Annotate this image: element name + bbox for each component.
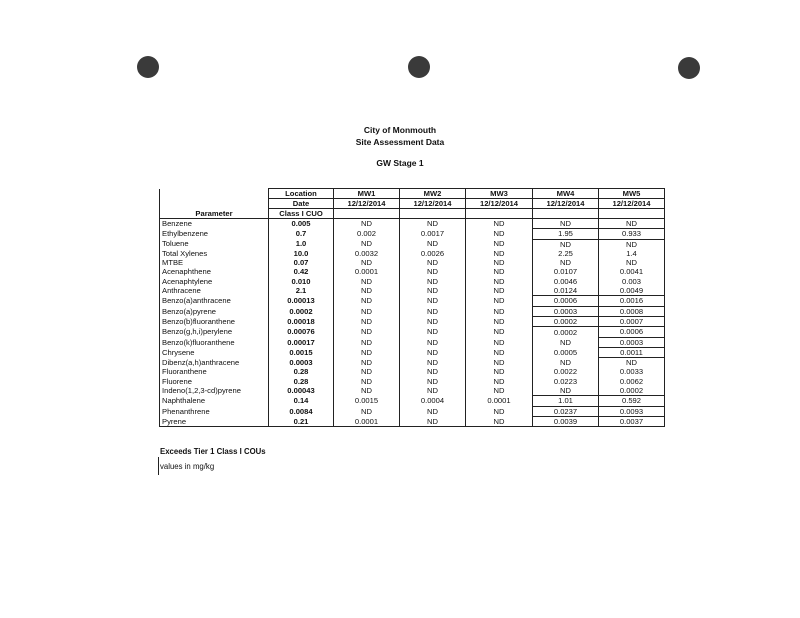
cuo-cell: 0.005 xyxy=(269,219,334,229)
well-header: MW1 xyxy=(334,189,400,199)
value-cell: ND xyxy=(334,286,400,296)
cuo-cell: 0.00018 xyxy=(269,316,334,326)
date-cell: 12/12/2014 xyxy=(334,199,400,209)
value-cell: 0.0039 xyxy=(533,416,599,426)
value-cell: ND xyxy=(533,258,599,267)
value-cell: 0.0049 xyxy=(599,286,665,296)
value-cell: 0.0006 xyxy=(533,296,599,306)
value-cell: ND xyxy=(400,377,466,386)
value-cell: ND xyxy=(466,277,533,286)
table-row xyxy=(160,347,665,357)
table-row xyxy=(160,416,665,426)
cuo-cell: 0.28 xyxy=(269,367,334,376)
value-cell: ND xyxy=(466,347,533,357)
value-cell: 0.0005 xyxy=(533,347,599,357)
location-label: Location xyxy=(269,189,334,199)
value-cell: ND xyxy=(599,239,665,249)
value-cell: 0.933 xyxy=(599,229,665,239)
cuo-cell: 0.21 xyxy=(269,416,334,426)
blank-cell xyxy=(334,209,400,219)
value-cell: ND xyxy=(334,239,400,249)
value-cell: 1.01 xyxy=(533,396,599,406)
value-cell: 0.0017 xyxy=(400,229,466,239)
cuo-cell: 0.0003 xyxy=(269,358,334,368)
value-cell: ND xyxy=(466,327,533,337)
value-cell: ND xyxy=(400,337,466,347)
value-cell: ND xyxy=(400,386,466,396)
blank-cell xyxy=(466,209,533,219)
value-cell: ND xyxy=(400,277,466,286)
table-row xyxy=(160,239,665,249)
value-cell: 0.0001 xyxy=(334,416,400,426)
table-row xyxy=(160,229,665,239)
well-header: MW3 xyxy=(466,189,533,199)
value-cell: 0.0002 xyxy=(533,327,599,337)
parameter-cell: MTBE xyxy=(160,258,269,267)
table-row xyxy=(160,337,665,347)
value-cell: ND xyxy=(334,386,400,396)
date-cell: 12/12/2014 xyxy=(533,199,599,209)
table-row xyxy=(160,267,665,276)
parameter-cell: Benzo(b)fluoranthene xyxy=(160,316,269,326)
value-cell: ND xyxy=(466,258,533,267)
value-cell: 0.0124 xyxy=(533,286,599,296)
value-cell: 0.002 xyxy=(334,229,400,239)
value-cell: 0.0237 xyxy=(533,406,599,416)
cuo-cell: 0.00043 xyxy=(269,386,334,396)
value-cell: 2.25 xyxy=(533,249,599,258)
cuo-cell: 0.7 xyxy=(269,229,334,239)
value-cell: ND xyxy=(400,358,466,368)
parameter-cell: Dibenz(a,h)anthracene xyxy=(160,358,269,368)
value-cell: ND xyxy=(466,358,533,368)
value-cell: ND xyxy=(599,358,665,368)
table-row xyxy=(160,306,665,316)
parameter-cell: Benzo(a)anthracene xyxy=(160,296,269,306)
table-row xyxy=(160,296,665,306)
parameter-cell: Indeno(1,2,3-cd)pyrene xyxy=(160,386,269,396)
cuo-cell: 0.07 xyxy=(269,258,334,267)
value-cell: ND xyxy=(334,316,400,326)
value-cell: ND xyxy=(466,406,533,416)
cuo-cell: 1.0 xyxy=(269,239,334,249)
value-cell: ND xyxy=(334,406,400,416)
value-cell: ND xyxy=(400,406,466,416)
value-cell: 0.0001 xyxy=(334,267,400,276)
value-cell: ND xyxy=(400,416,466,426)
date-cell: 12/12/2014 xyxy=(599,199,665,209)
units-note: values in mg/kg xyxy=(160,462,215,471)
blank-cell xyxy=(599,209,665,219)
value-cell: 0.0037 xyxy=(599,416,665,426)
blank-cell xyxy=(533,209,599,219)
cuo-cell: 0.00076 xyxy=(269,327,334,337)
page-title: City of Monmouth xyxy=(363,125,437,135)
parameter-cell: Benzo(k)fluoranthene xyxy=(160,337,269,347)
parameter-cell: Benzo(a)pyrene xyxy=(160,306,269,316)
table-row xyxy=(160,219,665,229)
value-cell: ND xyxy=(334,337,400,347)
page-subtitle: Site Assessment Data xyxy=(355,137,445,147)
value-cell: 0.0041 xyxy=(599,267,665,276)
cuo-cell: 0.00017 xyxy=(269,337,334,347)
value-cell: ND xyxy=(466,386,533,396)
value-cell: ND xyxy=(334,219,400,229)
cuo-cell: 0.00013 xyxy=(269,296,334,306)
value-cell: ND xyxy=(466,306,533,316)
value-cell: ND xyxy=(334,277,400,286)
value-cell: ND xyxy=(334,296,400,306)
value-cell: ND xyxy=(400,267,466,276)
value-cell: 0.0007 xyxy=(599,316,665,326)
table-body xyxy=(160,219,665,427)
table-row xyxy=(160,377,665,386)
cuo-cell: 2.1 xyxy=(269,286,334,296)
date-cell: 12/12/2014 xyxy=(400,199,466,209)
value-cell: ND xyxy=(466,239,533,249)
value-cell: ND xyxy=(400,316,466,326)
value-cell: ND xyxy=(466,249,533,258)
value-cell: 0.0003 xyxy=(599,337,665,347)
value-cell: ND xyxy=(533,337,599,347)
parameter-cell: Acenaphthene xyxy=(160,267,269,276)
parameter-cell: Benzo(g,h,i)perylene xyxy=(160,327,269,337)
value-cell: ND xyxy=(400,347,466,357)
value-cell: 0.0026 xyxy=(400,249,466,258)
value-cell: ND xyxy=(400,219,466,229)
value-cell: ND xyxy=(466,337,533,347)
value-cell: ND xyxy=(400,306,466,316)
cuo-cell: 0.42 xyxy=(269,267,334,276)
value-cell: 0.0011 xyxy=(599,347,665,357)
date-label: Date xyxy=(269,199,334,209)
value-cell: 0.592 xyxy=(599,396,665,406)
date-cell: 12/12/2014 xyxy=(466,199,533,209)
parameter-cell: Toluene xyxy=(160,239,269,249)
value-cell: 0.0223 xyxy=(533,377,599,386)
value-cell: ND xyxy=(599,219,665,229)
value-cell: ND xyxy=(334,327,400,337)
table-row xyxy=(160,386,665,396)
value-cell: 0.0006 xyxy=(599,327,665,337)
parameter-cell: Fluorene xyxy=(160,377,269,386)
value-cell: 0.0002 xyxy=(599,386,665,396)
parameter-cell: Acenaphtylene xyxy=(160,277,269,286)
value-cell: 0.0002 xyxy=(533,316,599,326)
value-cell: 0.0032 xyxy=(334,249,400,258)
parameter-cell: Anthracene xyxy=(160,286,269,296)
value-cell: 0.0008 xyxy=(599,306,665,316)
table-row xyxy=(160,367,665,376)
table-header xyxy=(160,189,665,219)
value-cell: 0.0004 xyxy=(400,396,466,406)
value-cell: ND xyxy=(533,358,599,368)
value-cell: 0.0016 xyxy=(599,296,665,306)
well-header: MW4 xyxy=(533,189,599,199)
value-cell: ND xyxy=(334,347,400,357)
blank-cell xyxy=(400,209,466,219)
value-cell: 0.0015 xyxy=(334,396,400,406)
value-cell: ND xyxy=(599,258,665,267)
value-cell: ND xyxy=(466,367,533,376)
value-cell: 0.0062 xyxy=(599,377,665,386)
cuo-cell: 0.010 xyxy=(269,277,334,286)
table-row xyxy=(160,327,665,337)
units-marker xyxy=(158,461,159,475)
value-cell: ND xyxy=(400,327,466,337)
cuo-cell: 0.0084 xyxy=(269,406,334,416)
parameter-cell: Chrysene xyxy=(160,347,269,357)
value-cell: ND xyxy=(533,219,599,229)
value-cell: 0.0033 xyxy=(599,367,665,376)
exceeds-note: Exceeds Tier 1 Class I COUs xyxy=(160,447,266,456)
cuo-cell: 10.0 xyxy=(269,249,334,258)
value-cell: ND xyxy=(466,296,533,306)
punch-hole-left xyxy=(137,56,159,78)
cuo-cell: 0.28 xyxy=(269,377,334,386)
table-row xyxy=(160,258,665,267)
value-cell: ND xyxy=(533,239,599,249)
value-cell: ND xyxy=(466,316,533,326)
value-cell: ND xyxy=(400,258,466,267)
value-cell: ND xyxy=(334,358,400,368)
parameter-cell: Fluoranthene xyxy=(160,367,269,376)
value-cell: 0.003 xyxy=(599,277,665,286)
table-row xyxy=(160,249,665,258)
value-cell: ND xyxy=(466,229,533,239)
value-cell: ND xyxy=(334,258,400,267)
value-cell: ND xyxy=(334,367,400,376)
parameter-cell: Naphthalene xyxy=(160,396,269,406)
value-cell: ND xyxy=(466,416,533,426)
cuo-label: Class I CUO xyxy=(269,209,334,219)
table-row xyxy=(160,277,665,286)
value-cell: ND xyxy=(400,239,466,249)
cuo-cell: 0.14 xyxy=(269,396,334,406)
table-row xyxy=(160,396,665,406)
value-cell: ND xyxy=(400,286,466,296)
value-cell: ND xyxy=(334,377,400,386)
site-assessment-table xyxy=(159,188,665,427)
value-cell: 1.4 xyxy=(599,249,665,258)
cuo-cell: 0.0015 xyxy=(269,347,334,357)
value-cell: ND xyxy=(466,286,533,296)
value-cell: ND xyxy=(466,377,533,386)
value-cell: 0.0022 xyxy=(533,367,599,376)
parameter-header: Parameter xyxy=(160,189,269,219)
value-cell: 0.0107 xyxy=(533,267,599,276)
punch-hole-right xyxy=(678,57,700,79)
value-cell: 0.0001 xyxy=(466,396,533,406)
value-cell: 0.0003 xyxy=(533,306,599,316)
well-header: MW2 xyxy=(400,189,466,199)
well-header: MW5 xyxy=(599,189,665,199)
punch-hole-center xyxy=(408,56,430,78)
value-cell: ND xyxy=(400,296,466,306)
value-cell: ND xyxy=(334,306,400,316)
stage-label: GW Stage 1 xyxy=(376,158,424,168)
location-row xyxy=(160,189,665,199)
parameter-cell: Ethylbenzene xyxy=(160,229,269,239)
value-cell: ND xyxy=(400,367,466,376)
value-cell: 1.95 xyxy=(533,229,599,239)
cuo-cell: 0.0002 xyxy=(269,306,334,316)
table-row xyxy=(160,316,665,326)
value-cell: 0.0093 xyxy=(599,406,665,416)
value-cell: ND xyxy=(466,219,533,229)
parameter-cell: Pyrene xyxy=(160,416,269,426)
value-cell: ND xyxy=(466,267,533,276)
value-cell: 0.0046 xyxy=(533,277,599,286)
table-row xyxy=(160,358,665,368)
table-row xyxy=(160,406,665,416)
table-row xyxy=(160,286,665,296)
value-cell: ND xyxy=(533,386,599,396)
parameter-cell: Phenanthrene xyxy=(160,406,269,416)
parameter-cell: Total Xylenes xyxy=(160,249,269,258)
parameter-cell: Benzene xyxy=(160,219,269,229)
